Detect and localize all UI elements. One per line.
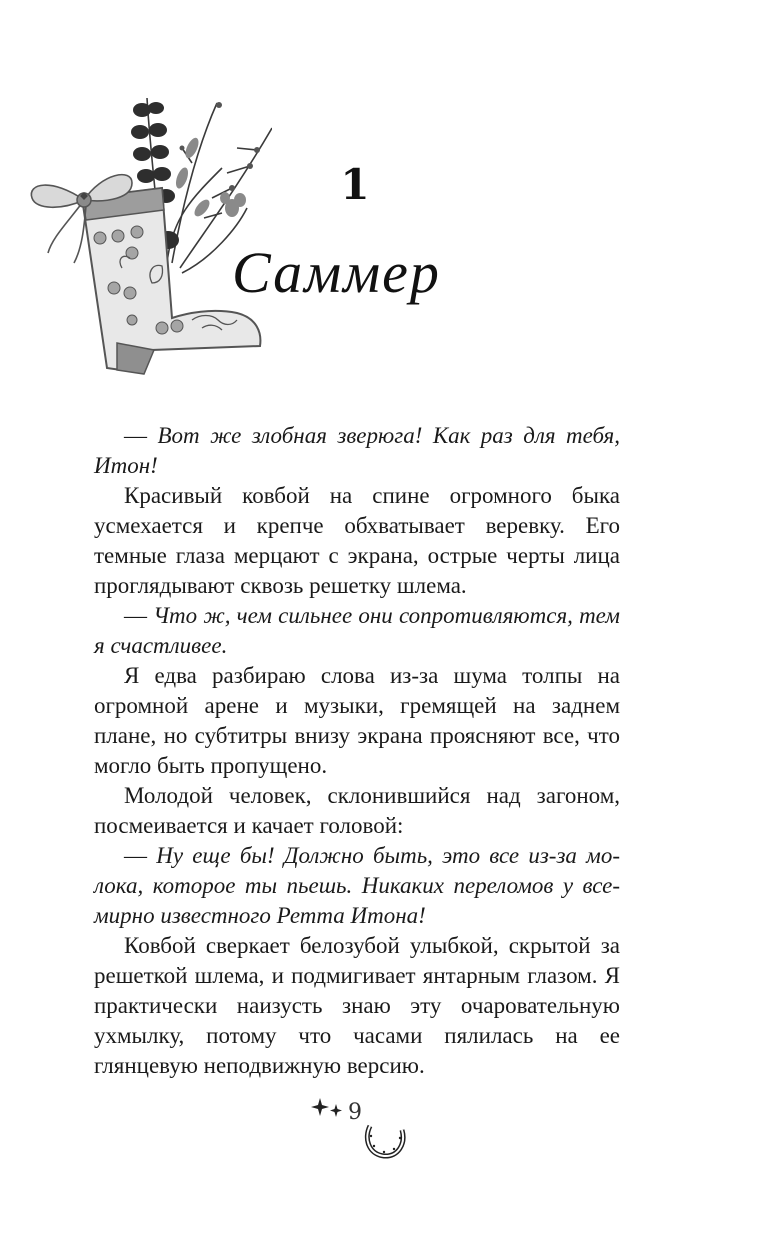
paragraph: Я едва разбираю слова из-за шума толпы на огромной арене и музыки, гремящей на заднем плане, но субтитры внизу экрана проясняют все, что могло быть пропущено. — [94, 663, 620, 778]
page-number: 9 — [348, 1100, 362, 1125]
paragraph: Ковбой сверкает белозубой улыбкой, скрытой за решеткой шлема, и подмигивает янтарным глазом. Я практически наизусть знаю эту очаровательную ухмылку, потому что часами пялилась на ее глянцевую неподвижную версию. — [94, 933, 620, 1078]
paragraph-dialog: — Вот же злобная зверюга! Как раз для тебя, Итон! — [94, 423, 620, 478]
sparkle-stars-icon — [310, 1096, 350, 1126]
horseshoe-icon — [362, 1116, 408, 1162]
paragraph: Молодой человек, склонившийся над загоном, посмеивается и качает головой: — [94, 783, 620, 838]
page-footer — [300, 1090, 420, 1170]
chapter-number: 1 — [340, 160, 370, 209]
paragraph: Красивый ковбой на спине огромного быка усмехается и крепче обхватывает веревку. Его темные глаза мерцают с экрана, острые черты лица проглядывают сквозь решетку шлема. — [94, 483, 620, 598]
chapter-title: Саммер — [232, 240, 441, 305]
paragraph-dialog: — Ну еще бы! Должно быть, это все из-за молока, которое ты пьешь. Никаких переломов у всемирно известного Ретта Итона! — [94, 843, 620, 928]
paragraph-dialog: — Что ж, чем сильнее они сопротивляются, тем я счастливее. — [94, 603, 620, 658]
body-text — [94, 421, 620, 1081]
